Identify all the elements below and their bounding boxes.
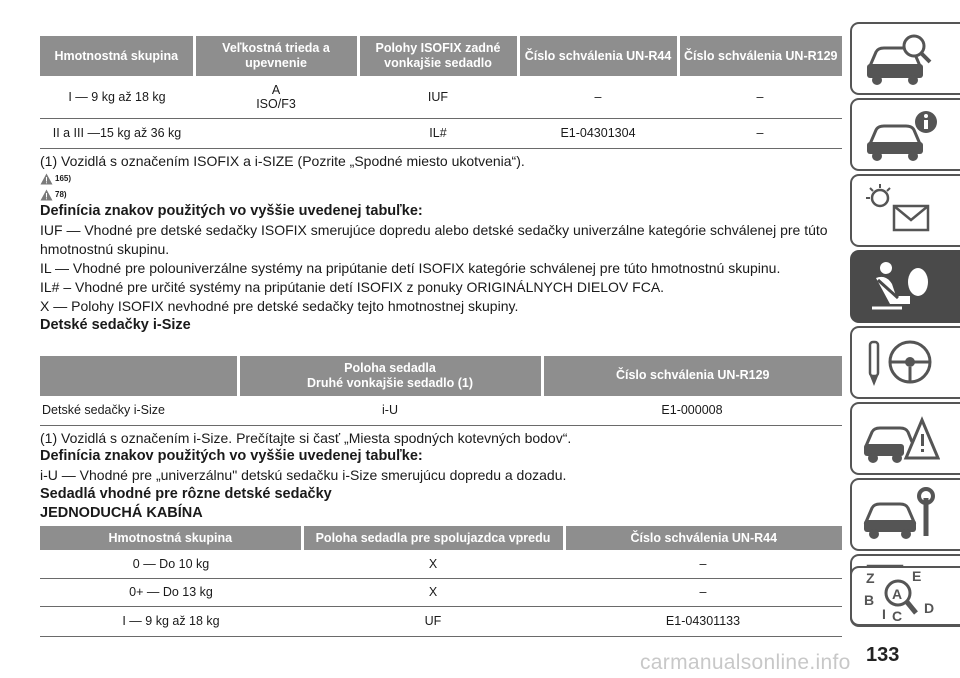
cell-approval-r129: – bbox=[678, 76, 842, 118]
definition-line: IUF — Vhodné pre detské sedačky ISOFIX smerujúce dopredu alebo detské sedačky univerzálne kategórie schválenej pre túto bbox=[40, 221, 828, 238]
watermark: carmanualsonline.info bbox=[640, 651, 851, 674]
cell-approval-r44: E1-04301133 bbox=[564, 606, 842, 636]
header-approval-r129: Číslo schválenia UN-R129 bbox=[678, 36, 842, 76]
table-header-row bbox=[40, 526, 842, 550]
cell-approval-r129: E1-000008 bbox=[542, 396, 842, 426]
front-passenger-seat-table bbox=[40, 526, 842, 637]
cell-size-class bbox=[194, 76, 358, 118]
isofix-rear-seat-table bbox=[40, 36, 842, 149]
cell-size-class bbox=[194, 118, 358, 148]
cell-seat-position: UF bbox=[302, 606, 564, 636]
table-row bbox=[40, 550, 842, 578]
header-isofix-positions: Polohy ISOFIX zadné vonkajšie sedadlo bbox=[358, 36, 518, 76]
warning-reference bbox=[40, 188, 842, 202]
cell-isofix-position: IL# bbox=[358, 118, 518, 148]
table-row bbox=[40, 396, 842, 426]
header-approval-r44: Číslo schválenia UN-R44 bbox=[518, 36, 678, 76]
table-row bbox=[40, 76, 842, 118]
header-empty bbox=[40, 356, 238, 396]
alphabet-index-search-icon bbox=[862, 567, 940, 625]
nav-tab-info[interactable] bbox=[850, 98, 960, 171]
warning-ref-number: 78) bbox=[55, 190, 67, 199]
nav-tab-index[interactable] bbox=[850, 566, 960, 626]
cell-weight-group: 0+ — Do 13 kg bbox=[40, 578, 302, 606]
svg-text:E: E bbox=[912, 568, 922, 584]
manual-page-content bbox=[40, 36, 842, 637]
nav-tab-dashboard[interactable] bbox=[850, 22, 960, 95]
warning-triangle-icon bbox=[40, 189, 53, 201]
nav-tab-emergency[interactable] bbox=[850, 402, 960, 475]
cell-isofix-position: IUF bbox=[358, 76, 518, 118]
table-header-row bbox=[40, 36, 842, 76]
definitions-heading: Definícia znakov použitých vo vyššie uvedenej tabuľke: bbox=[40, 448, 423, 464]
cell-approval-r44: – bbox=[564, 550, 842, 578]
header-seat-position bbox=[238, 356, 542, 396]
svg-text:D: D bbox=[924, 600, 935, 616]
definition-line: X — Polohy ISOFIX nevhodné pre detské sedačky tejto hmotnostnej skupiny. bbox=[40, 297, 519, 314]
header-approval-r129: Číslo schválenia UN-R129 bbox=[542, 356, 842, 396]
definition-line: i-U — Vhodné pre „univerzálnu" detskú sedačku i-Size smerujúcu dopredu a dozadu. bbox=[40, 467, 567, 483]
cell-seat-position: i-U bbox=[238, 396, 542, 426]
nav-tab-maintenance[interactable] bbox=[850, 478, 960, 551]
car-wrench-icon bbox=[862, 486, 940, 544]
car-dashboard-search-icon bbox=[862, 30, 940, 88]
warning-triangle-icon bbox=[40, 173, 53, 185]
header-weight-group: Hmotnostná skupina bbox=[40, 36, 194, 76]
size-class-letter: A bbox=[271, 82, 281, 97]
page-number: 133 bbox=[866, 644, 900, 666]
svg-text:A: A bbox=[892, 586, 903, 602]
cell-seat-type: Detské sedačky i-Size bbox=[40, 396, 238, 426]
isize-footnote: (1) Vozidlá s označením i-Size. Prečítajte si časť „Miesta spodných kotevných bodov“. bbox=[40, 430, 572, 446]
cabin-heading: JEDNODUCHÁ KABÍNA bbox=[40, 505, 203, 521]
cell-seat-position: X bbox=[302, 550, 564, 578]
isize-seats-table bbox=[40, 356, 842, 427]
header-weight-group: Hmotnostná skupina bbox=[40, 526, 302, 550]
header-seat-position-line2: Druhé vonkajšie sedadlo (1) bbox=[306, 375, 474, 390]
car-warning-triangle-icon bbox=[862, 410, 940, 468]
table-header-row bbox=[40, 356, 842, 396]
header-seat-position-line1: Poloha sedadla bbox=[344, 360, 436, 375]
header-approval-r44: Číslo schválenia UN-R44 bbox=[564, 526, 842, 550]
header-size-class: Veľkostná trieda a upevnenie bbox=[194, 36, 358, 76]
table-row bbox=[40, 578, 842, 606]
svg-text:I: I bbox=[882, 606, 886, 622]
warning-reference bbox=[40, 172, 842, 186]
nav-tab-starting-driving[interactable] bbox=[850, 326, 960, 399]
cell-approval-r129: – bbox=[678, 118, 842, 148]
warning-ref-number: 165) bbox=[55, 174, 72, 183]
svg-text:Z: Z bbox=[866, 570, 875, 586]
cell-weight-group: 0 — Do 10 kg bbox=[40, 550, 302, 578]
isofix-footnote: (1) Vozidlá s označením ISOFIX a i-SIZE (Pozrite „Spodné miesto ukotvenia“). bbox=[40, 152, 525, 169]
svg-text:B: B bbox=[864, 592, 875, 608]
cell-weight-group: II a III —15 kg až 36 kg bbox=[40, 118, 194, 148]
cell-weight-group: I — 9 kg až 18 kg bbox=[40, 606, 302, 636]
table-row bbox=[40, 606, 842, 636]
nav-tab-safety[interactable] bbox=[850, 250, 960, 323]
definition-line: IL — Vhodné pre polouniverzálne systémy na pripútanie detí ISOFIX kategórie schválenej pre túto hmotnostnú skupinu. bbox=[40, 259, 781, 276]
key-steering-wheel-icon bbox=[862, 334, 940, 392]
cell-seat-position: X bbox=[302, 578, 564, 606]
cell-approval-r44: – bbox=[564, 578, 842, 606]
svg-text:C: C bbox=[892, 608, 903, 624]
definition-line: hmotnostnú skupinu. bbox=[40, 240, 170, 257]
isize-heading: Detské sedačky i-Size bbox=[40, 316, 191, 333]
cell-approval-r44: E1-04301304 bbox=[518, 118, 678, 148]
table-row bbox=[40, 118, 842, 148]
size-class-fixture: ISO/F3 bbox=[256, 96, 296, 111]
header-front-seat-position: Poloha sedadla pre spolujazdca vpredu bbox=[302, 526, 564, 550]
seats-heading: Sedadlá vhodné pre rôzne detské sedačky bbox=[40, 486, 332, 502]
cell-weight-group: I — 9 kg až 18 kg bbox=[40, 76, 194, 118]
nav-tab-warning-lights[interactable] bbox=[850, 174, 960, 247]
seat-airbag-safety-icon bbox=[862, 258, 940, 316]
warning-light-envelope-icon bbox=[862, 182, 940, 240]
definition-line: IL# – Vhodné pre určité systémy na pripútanie detí ISOFIX z ponuky ORIGINÁLNYCH DIELOV FCA. bbox=[40, 278, 665, 295]
car-info-icon bbox=[862, 106, 940, 164]
cell-approval-r44: – bbox=[518, 76, 678, 118]
definitions-heading: Definícia znakov použitých vo vyššie uvedenej tabuľke: bbox=[40, 202, 423, 219]
